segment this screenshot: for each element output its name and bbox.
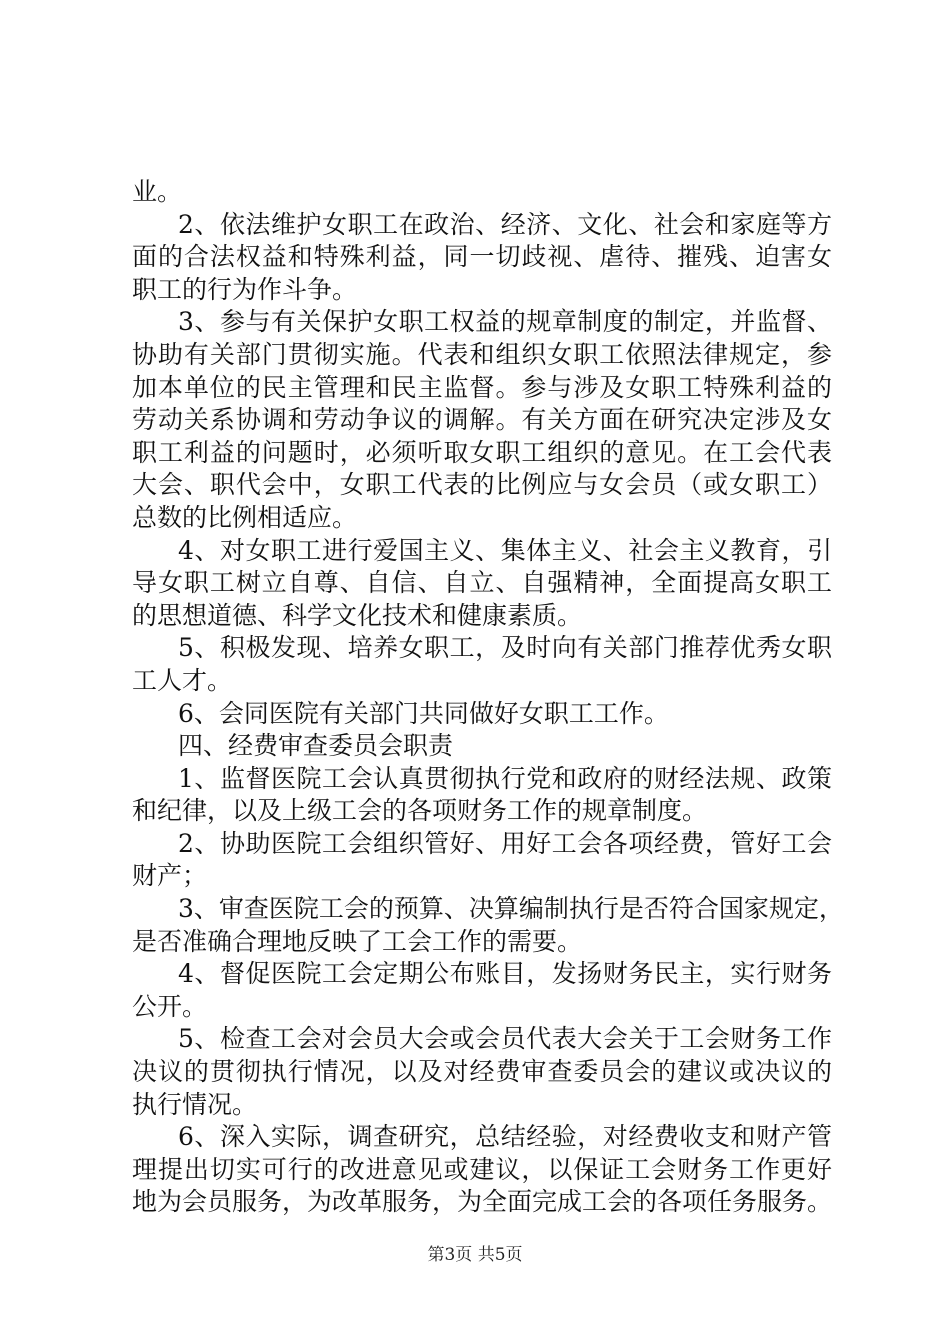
text-line: 6、会同医院有关部门共同做好女职工工作。 xyxy=(178,698,669,728)
text-line: 面的合法权益和特殊利益，同一切歧视、虐待、摧残、迫害女 xyxy=(132,242,832,272)
text-line: 是否准确合理地反映了工会工作的需要。 xyxy=(132,926,583,956)
text-line: 大会、职代会中，女职工代表的比例应与女会员（或女职工） xyxy=(132,470,832,500)
text-line: 地为会员服务，为改革服务，为全面完成工会的各项任务服务。 xyxy=(132,1187,833,1217)
text-line: 执行情况。 xyxy=(132,1089,258,1119)
text-line: 公开。 xyxy=(132,991,208,1021)
text-line: 业。 xyxy=(132,177,183,206)
text-line: 3、审查医院工会的预算、决算编制执行是否符合国家规定， xyxy=(178,894,844,924)
text-line: 总数的比例相适应。 xyxy=(132,502,358,532)
page-number-footer: 第3页 共5页 xyxy=(427,1245,523,1265)
text-line: 职工的行为作斗争。 xyxy=(132,274,358,304)
text-line: 加本单位的民主管理和民主监督。参与涉及女职工特殊利益的 xyxy=(132,372,832,402)
text-line: 5、积极发现、培养女职工，及时向有关部门推荐优秀女职 xyxy=(178,633,832,663)
text-line: 3、参与有关保护女职工权益的规章制度的制定，并监督、 xyxy=(178,307,832,337)
text-line: 和纪律，以及上级工会的各项财务工作的规章制度。 xyxy=(132,796,708,826)
text-line: 6、深入实际，调查研究，总结经验，对经费收支和财产管 xyxy=(178,1122,832,1152)
text-line: 导女职工树立自尊、自信、自立、自强精神，全面提高女职工 xyxy=(132,568,832,598)
text-line: 2、依法维护女职工在政治、经济、文化、社会和家庭等方 xyxy=(178,209,832,239)
text-line: 4、对女职工进行爱国主义、集体主义、社会主义教育，引 xyxy=(178,535,832,565)
text-line: 1、监督医院工会认真贯彻执行党和政府的财经法规、政策 xyxy=(178,763,832,793)
text-line: 四、经费审查委员会职责 xyxy=(178,731,454,761)
text-line: 的思想道德、科学文化技术和健康素质。 xyxy=(132,600,583,630)
text-line: 2、协助医院工会组织管好、用好工会各项经费，管好工会 xyxy=(178,828,832,858)
text-line: 4、督促医院工会定期公布账目，发扬财务民主，实行财务 xyxy=(178,959,832,989)
text-line: 理提出切实可行的改进意见或建议，以保证工会财务工作更好 xyxy=(132,1154,832,1184)
text-line: 财产； xyxy=(132,861,208,891)
text-line: 协助有关部门贯彻实施。代表和组织女职工依照法律规定，参 xyxy=(132,339,832,369)
text-line: 决议的贯彻执行情况，以及对经费审查委员会的建议或决议的 xyxy=(132,1057,832,1087)
text-line: 劳动关系协调和劳动争议的调解。有关方面在研究决定涉及女 xyxy=(132,405,832,435)
text-line: 5、检查工会对会员大会或会员代表大会关于工会财务工作 xyxy=(178,1024,832,1054)
document-body xyxy=(132,176,844,1219)
text-line: 工人才。 xyxy=(132,665,233,695)
text-line: 职工利益的问题时，必须听取女职工组织的意见。在工会代表 xyxy=(132,437,832,467)
